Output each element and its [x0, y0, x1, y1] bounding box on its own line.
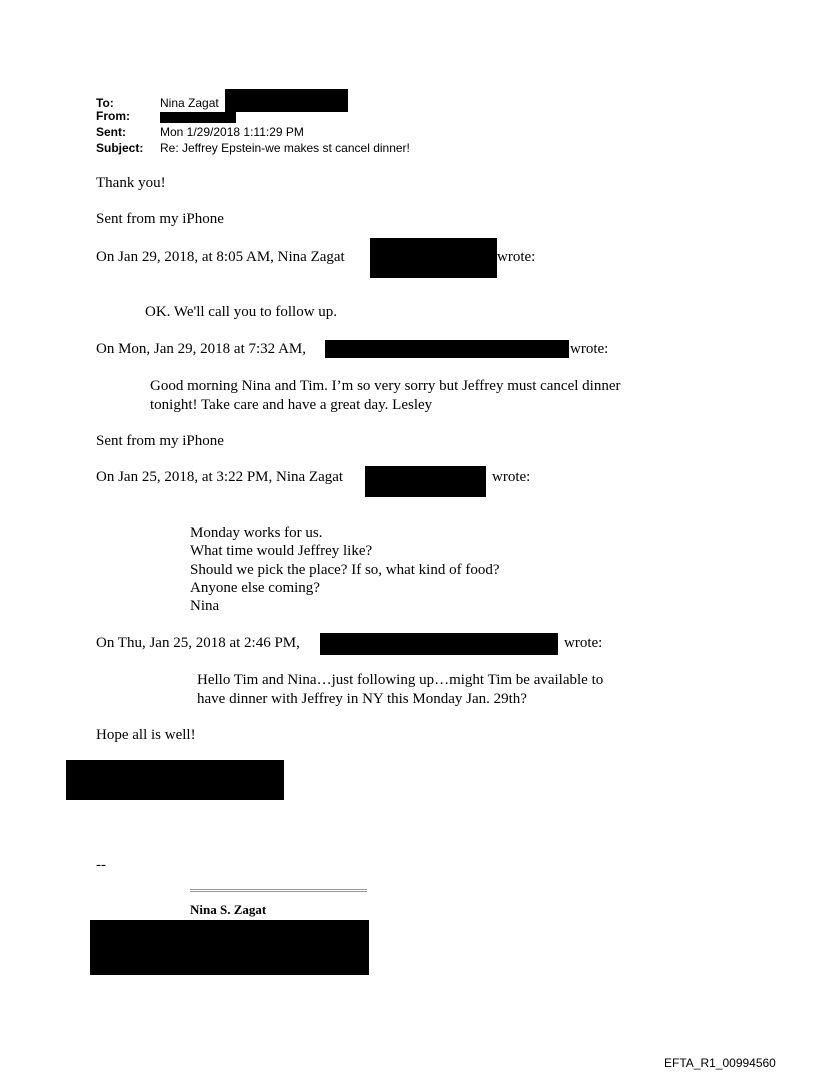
subject-label: Subject: — [96, 141, 144, 155]
redaction-box — [160, 112, 236, 123]
quoted-message-line: tonight! Take care and have a great day. Lesley — [150, 397, 433, 413]
redaction-box — [66, 760, 284, 800]
quoted-message-line: Monday works for us. — [190, 525, 323, 541]
quote-attribution-suffix: wrote: — [570, 341, 609, 357]
signature-separator: -- — [96, 857, 106, 873]
redaction-box — [325, 340, 569, 358]
to-label: To: — [96, 96, 114, 110]
quoted-message-line: Nina — [190, 598, 220, 614]
quote-attribution-suffix: wrote: — [564, 635, 603, 651]
quote-attribution-suffix: wrote: — [497, 249, 536, 265]
body-line: Hope all is well! — [96, 727, 196, 743]
document-id: EFTA_R1_00994560 — [664, 1056, 776, 1070]
quoted-message-line: have dinner with Jeffrey in NY this Monday Jan. 29th? — [197, 691, 527, 707]
quote-attribution: On Jan 29, 2018, at 8:05 AM, Nina Zagat — [96, 249, 345, 265]
redaction-box — [90, 920, 369, 975]
quoted-reply: OK. We'll call you to follow up. — [145, 304, 338, 320]
quoted-message-line: What time would Jeffrey like? — [190, 543, 373, 559]
quote-attribution: On Mon, Jan 29, 2018 at 7:32 AM, — [96, 341, 306, 357]
signature-name: Nina S. Zagat — [190, 902, 267, 917]
quote-attribution: On Thu, Jan 25, 2018 at 2:46 PM, — [96, 635, 300, 651]
from-label: From: — [96, 109, 130, 123]
redaction-box — [225, 89, 348, 112]
signature-rule — [190, 889, 367, 892]
body-line: Thank you! — [96, 175, 166, 191]
quote-attribution: On Jan 25, 2018, at 3:22 PM, Nina Zagat — [96, 469, 344, 485]
redaction-box — [370, 238, 497, 278]
to-value: Nina Zagat — [160, 96, 219, 110]
body-line: Sent from my iPhone — [96, 211, 224, 227]
quoted-message-line: Should we pick the place? If so, what kind of food? — [190, 562, 500, 578]
quoted-message-line: Anyone else coming? — [190, 580, 320, 596]
redaction-box — [320, 633, 558, 655]
sent-value: Mon 1/29/2018 1:11:29 PM — [160, 125, 304, 139]
redaction-box — [365, 466, 486, 497]
sent-label: Sent: — [96, 125, 126, 139]
quoted-message-line: Hello Tim and Nina…just following up…might Tim be available to — [197, 672, 604, 688]
body-line: Sent from my iPhone — [96, 433, 224, 449]
quoted-message-line: Good morning Nina and Tim. I’m so very sorry but Jeffrey must cancel dinner — [150, 378, 621, 394]
subject-value: Re: Jeffrey Epstein-we makes st cancel dinner! — [160, 141, 410, 155]
quote-attribution-suffix: wrote: — [492, 469, 531, 485]
